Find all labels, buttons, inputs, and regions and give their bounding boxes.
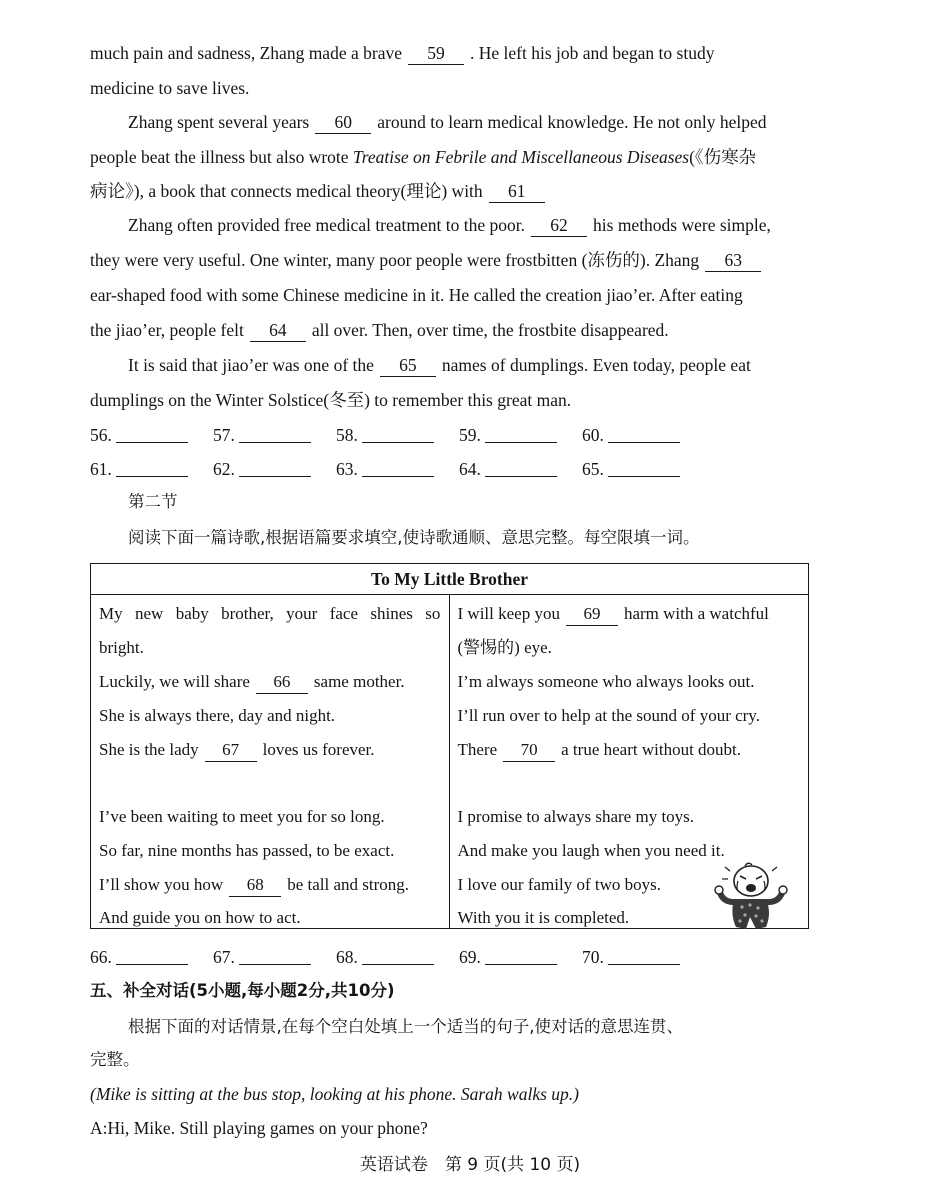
text: There	[457, 740, 498, 759]
blank-70: 70	[503, 739, 555, 762]
answer-number: 68.	[336, 947, 358, 967]
answer-slot[interactable]	[213, 420, 336, 450]
poem-left-line-2: bright.	[99, 638, 144, 657]
answer-line	[608, 459, 680, 477]
passage-line-7	[90, 243, 810, 277]
answer-line	[608, 947, 680, 965]
book-title: Treatise on Febrile and Miscellaneous Diseases	[352, 147, 690, 167]
blank-59: 59	[408, 42, 464, 65]
text: the jiao’er, people felt	[90, 320, 244, 340]
answer-line	[362, 425, 434, 443]
passage-line-5	[90, 174, 810, 208]
answer-line	[485, 947, 557, 965]
poem-right-line-9: With you it is completed.	[457, 908, 630, 927]
answer-line	[239, 947, 311, 965]
text: I’ll show you how	[99, 875, 224, 894]
answer-line	[485, 459, 557, 477]
text: ear-shaped food with some Chinese medicine in it. He called the creation jiao’er. After eating	[90, 285, 743, 305]
text: (《伤寒杂	[689, 147, 757, 167]
answer-number: 65.	[582, 459, 604, 479]
answer-slot[interactable]	[336, 454, 459, 484]
section-5-instruction-1: 根据下面的对话情景,在每个空白处填上一个适当的句子,使对话的意思连贯、	[128, 1017, 683, 1036]
poem-right-line-6: I promise to always share my toys.	[457, 807, 695, 826]
section-2-title: 第二节	[128, 492, 178, 511]
answer-number: 59.	[459, 425, 481, 445]
poem-left-line-3	[99, 665, 441, 699]
text: harm with a watchful	[623, 604, 769, 623]
answer-number: 64.	[459, 459, 481, 479]
answer-slot[interactable]	[582, 942, 705, 972]
answer-number: 70.	[582, 947, 604, 967]
text: 病论》), a book that connects medical theory(理论) with	[90, 181, 483, 201]
answer-line	[116, 425, 188, 443]
passage-line-8	[90, 278, 810, 312]
poem-left-line-9: And guide you on how to act.	[99, 908, 301, 927]
answer-line	[362, 459, 434, 477]
dialogue-line-a: A:Hi, Mike. Still playing games on your phone?	[90, 1118, 428, 1138]
poem-right-line-3: I’m always someone who always looks out.	[457, 672, 755, 691]
crying-baby-icon	[712, 857, 792, 932]
poem-right-column	[450, 595, 809, 929]
text: around to learn medical knowledge. He not only helped	[377, 112, 767, 132]
text: a true heart without doubt.	[561, 740, 742, 759]
answer-number: 61.	[90, 459, 112, 479]
passage-line-1	[90, 36, 810, 70]
blank-66: 66	[256, 671, 308, 694]
answer-slot[interactable]	[459, 454, 582, 484]
answer-slot[interactable]	[213, 454, 336, 484]
word: new	[135, 604, 164, 623]
answer-number: 57.	[213, 425, 235, 445]
blank-65: 65	[380, 354, 436, 377]
text: his methods were simple,	[593, 215, 771, 235]
answer-number: 58.	[336, 425, 358, 445]
poem-left-line-7: So far, nine months has passed, to be exact.	[99, 841, 395, 860]
section-5-instruction-2: 完整。	[90, 1050, 140, 1069]
passage-line-10	[128, 348, 810, 382]
blank-62: 62	[531, 214, 587, 237]
page-footer: 英语试卷 第 9 页(共 10 页)	[359, 1155, 581, 1175]
answer-line	[116, 459, 188, 477]
answer-number: 67.	[213, 947, 235, 967]
answer-row-66-70	[90, 942, 705, 972]
word: My	[99, 604, 123, 623]
text: Zhang spent several years	[128, 112, 310, 132]
blank-69: 69	[566, 603, 618, 626]
answer-slot[interactable]	[90, 942, 213, 972]
text: loves us forever.	[262, 740, 375, 759]
text: all over. Then, over time, the frostbite disappeared.	[311, 320, 669, 340]
answer-slot[interactable]	[459, 420, 582, 450]
poem-right-line-5	[458, 733, 801, 767]
poem-right-line-2: (警惕的) eye.	[457, 638, 552, 657]
passage-line-3	[128, 105, 810, 139]
answer-number: 60.	[582, 425, 604, 445]
text: same mother.	[313, 672, 405, 691]
section-2-instruction: 阅读下面一篇诗歌,根据语篇要求填空,使诗歌通顺、意思完整。每空限填一词。	[128, 528, 700, 547]
section-5-title: 五、补全对话(5小题,每小题2分,共10分)	[90, 981, 395, 1000]
passage-line-11	[90, 383, 810, 417]
answer-line	[239, 459, 311, 477]
answer-slot[interactable]	[582, 454, 705, 484]
answer-number: 56.	[90, 425, 112, 445]
text: I will keep you	[457, 604, 560, 623]
text: She is the lady	[99, 740, 199, 759]
text: . He left his job and began to study	[469, 43, 715, 63]
answer-number: 62.	[213, 459, 235, 479]
passage-line-6	[128, 208, 810, 242]
answer-number: 69.	[459, 947, 481, 967]
text: medicine to save lives.	[90, 78, 250, 98]
blank-68: 68	[229, 874, 281, 897]
dialogue-scene: (Mike is sitting at the bus stop, looking at his phone. Sarah walks up.)	[90, 1084, 580, 1104]
text: they were very useful. One winter, many poor people were frostbitten (冻伤的). Zhang	[90, 250, 700, 270]
poem-right-line-1	[458, 597, 801, 631]
answer-slot[interactable]	[336, 420, 459, 450]
answer-line	[362, 947, 434, 965]
word: shines	[370, 604, 413, 623]
word: brother,	[221, 604, 274, 623]
passage-line-2	[90, 71, 810, 105]
text: It is said that jiao’er was one of the	[128, 355, 374, 375]
text: Zhang often provided free medical treatment to the poor.	[128, 215, 526, 235]
poem-right-line-4: I’ll run over to help at the sound of your cry.	[457, 706, 760, 725]
blank-63: 63	[705, 249, 761, 272]
blank-61: 61	[489, 180, 545, 203]
poem-right-line-7: And make you laugh when you need it.	[457, 841, 725, 860]
text: Luckily, we will share	[99, 672, 250, 691]
answer-slot[interactable]	[459, 942, 582, 972]
poem-left-line-5	[99, 733, 441, 767]
answer-slot[interactable]	[213, 942, 336, 972]
answer-slot[interactable]	[90, 454, 213, 484]
answer-row-61-65	[90, 454, 705, 484]
text: people beat the illness but also wrote	[90, 147, 349, 167]
passage-line-4	[90, 140, 810, 174]
answer-line	[116, 947, 188, 965]
poem-left-line-6: I’ve been waiting to meet you for so long.	[99, 807, 385, 826]
poem-left-column	[91, 595, 450, 929]
answer-row-56-60	[90, 420, 705, 450]
text: much pain and sadness, Zhang made a brave	[90, 43, 402, 63]
blank-64: 64	[250, 319, 306, 342]
word: your	[286, 604, 318, 623]
word: face	[329, 604, 359, 623]
text: names of dumplings. Even today, people eat	[441, 355, 751, 375]
answer-line	[485, 425, 557, 443]
answer-slot[interactable]	[582, 420, 705, 450]
answer-slot[interactable]	[90, 420, 213, 450]
passage-line-9	[90, 313, 810, 347]
blank-60: 60	[315, 111, 371, 134]
blank-67: 67	[205, 739, 257, 762]
answer-line	[239, 425, 311, 443]
poem-left-line-8	[99, 868, 441, 902]
poem-left-line-4: She is always there, day and night.	[99, 706, 336, 725]
poem-title: To My Little Brother	[91, 564, 808, 595]
poem-right-line-8: I love our family of two boys.	[457, 875, 661, 894]
word: so	[425, 604, 441, 623]
text: be tall and strong.	[287, 875, 410, 894]
text: dumplings on the Winter Solstice(冬至) to remember this great man.	[90, 390, 572, 410]
answer-slot[interactable]	[336, 942, 459, 972]
answer-number: 66.	[90, 947, 112, 967]
poem-table	[90, 563, 809, 929]
poem-left-line-1	[99, 597, 441, 631]
word: baby	[175, 604, 209, 623]
answer-number: 63.	[336, 459, 358, 479]
answer-line	[608, 425, 680, 443]
